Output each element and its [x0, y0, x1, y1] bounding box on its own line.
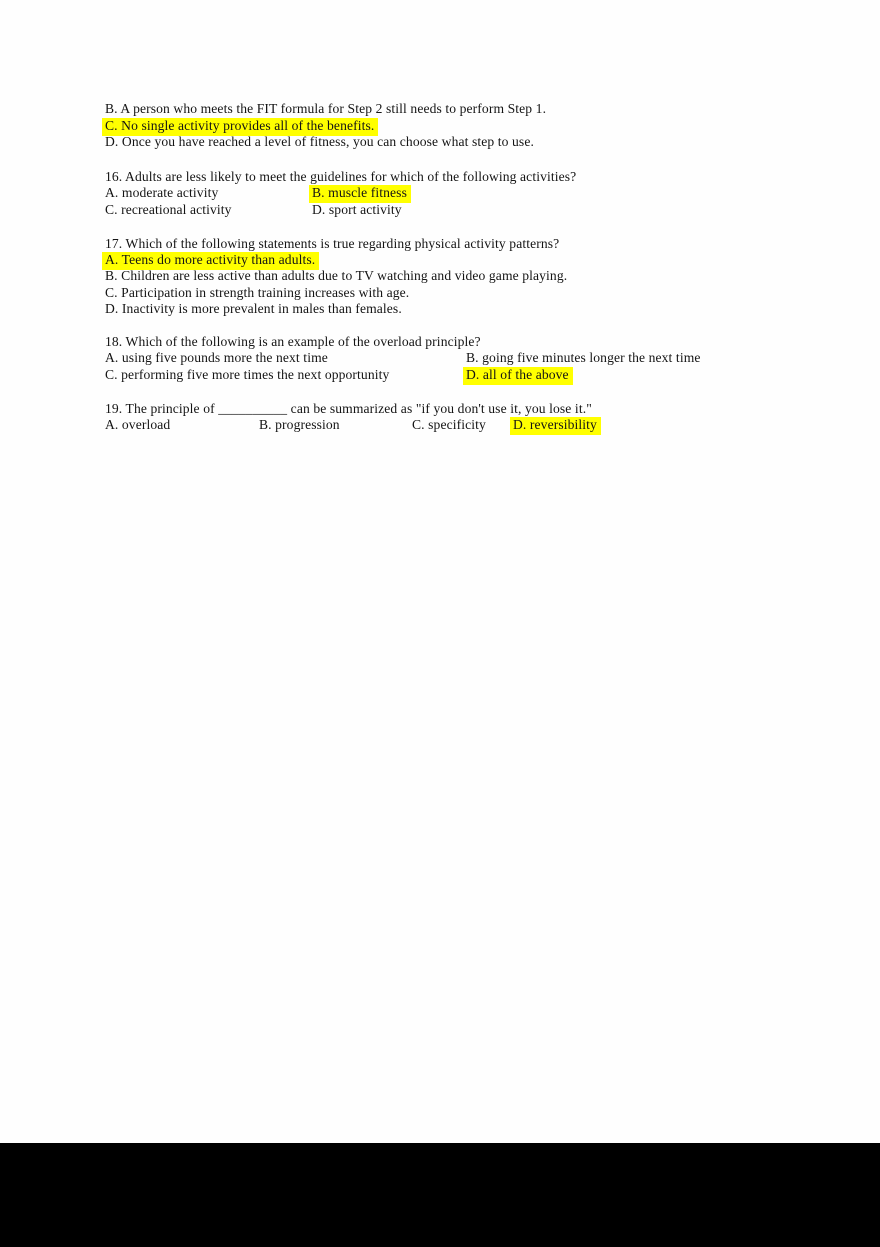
- text-segment: B. progression: [259, 417, 340, 432]
- text-line: [0, 101, 880, 118]
- text-line: [0, 350, 880, 367]
- text-line: [0, 334, 880, 351]
- text-segment: A. using five pounds more the next time: [105, 350, 328, 365]
- text-line: [0, 417, 880, 434]
- text-segment: D. sport activity: [312, 202, 402, 217]
- highlighted-answer: D. all of the above: [463, 367, 573, 385]
- text-segment: C. specificity: [412, 417, 486, 432]
- text-line: [0, 301, 880, 318]
- text-segment: B. going five minutes longer the next time: [466, 350, 701, 365]
- text-segment: A. moderate activity: [105, 185, 219, 200]
- text-segment: D. Once you have reached a level of fitness, you can choose what step to use.: [105, 134, 534, 149]
- highlighted-answer: B. muscle fitness: [309, 185, 411, 203]
- text-segment: C. recreational activity: [105, 202, 232, 217]
- text-line: [0, 169, 880, 186]
- highlighted-answer: D. reversibility: [510, 417, 601, 435]
- text-line: [0, 367, 880, 384]
- text-line: [0, 252, 880, 269]
- text-line: [0, 401, 880, 418]
- highlighted-answer: C. No single activity provides all of the benefits.: [102, 118, 378, 136]
- text-line: [0, 236, 880, 253]
- letterbox-bottom: [0, 1143, 880, 1247]
- text-line: [0, 285, 880, 302]
- text-segment: 16. Adults are less likely to meet the guidelines for which of the following activities?: [105, 169, 577, 184]
- text-line: [0, 202, 880, 219]
- text-segment: D. Inactivity is more prevalent in males than females.: [105, 301, 402, 316]
- text-segment: C. Participation in strength training increases with age.: [105, 285, 410, 300]
- text-segment: B. A person who meets the FIT formula for Step 2 still needs to perform Step 1.: [105, 101, 547, 116]
- highlighted-answer: A. Teens do more activity than adults.: [102, 252, 319, 270]
- text-segment: 18. Which of the following is an example of the overload principle?: [105, 334, 481, 349]
- text-segment: B. Children are less active than adults due to TV watching and video game playing.: [105, 268, 568, 283]
- text-segment: 19. The principle of __________ can be summarized as "if you don't use it, you lose it.": [105, 401, 592, 416]
- text-line: [0, 134, 880, 151]
- text-line: [0, 268, 880, 285]
- text-segment: A. overload: [105, 417, 171, 432]
- text-line: [0, 118, 880, 135]
- text-line: [0, 185, 880, 202]
- text-segment: C. performing five more times the next opportunity: [105, 367, 390, 382]
- text-segment: 17. Which of the following statements is true regarding physical activity patterns?: [105, 236, 560, 251]
